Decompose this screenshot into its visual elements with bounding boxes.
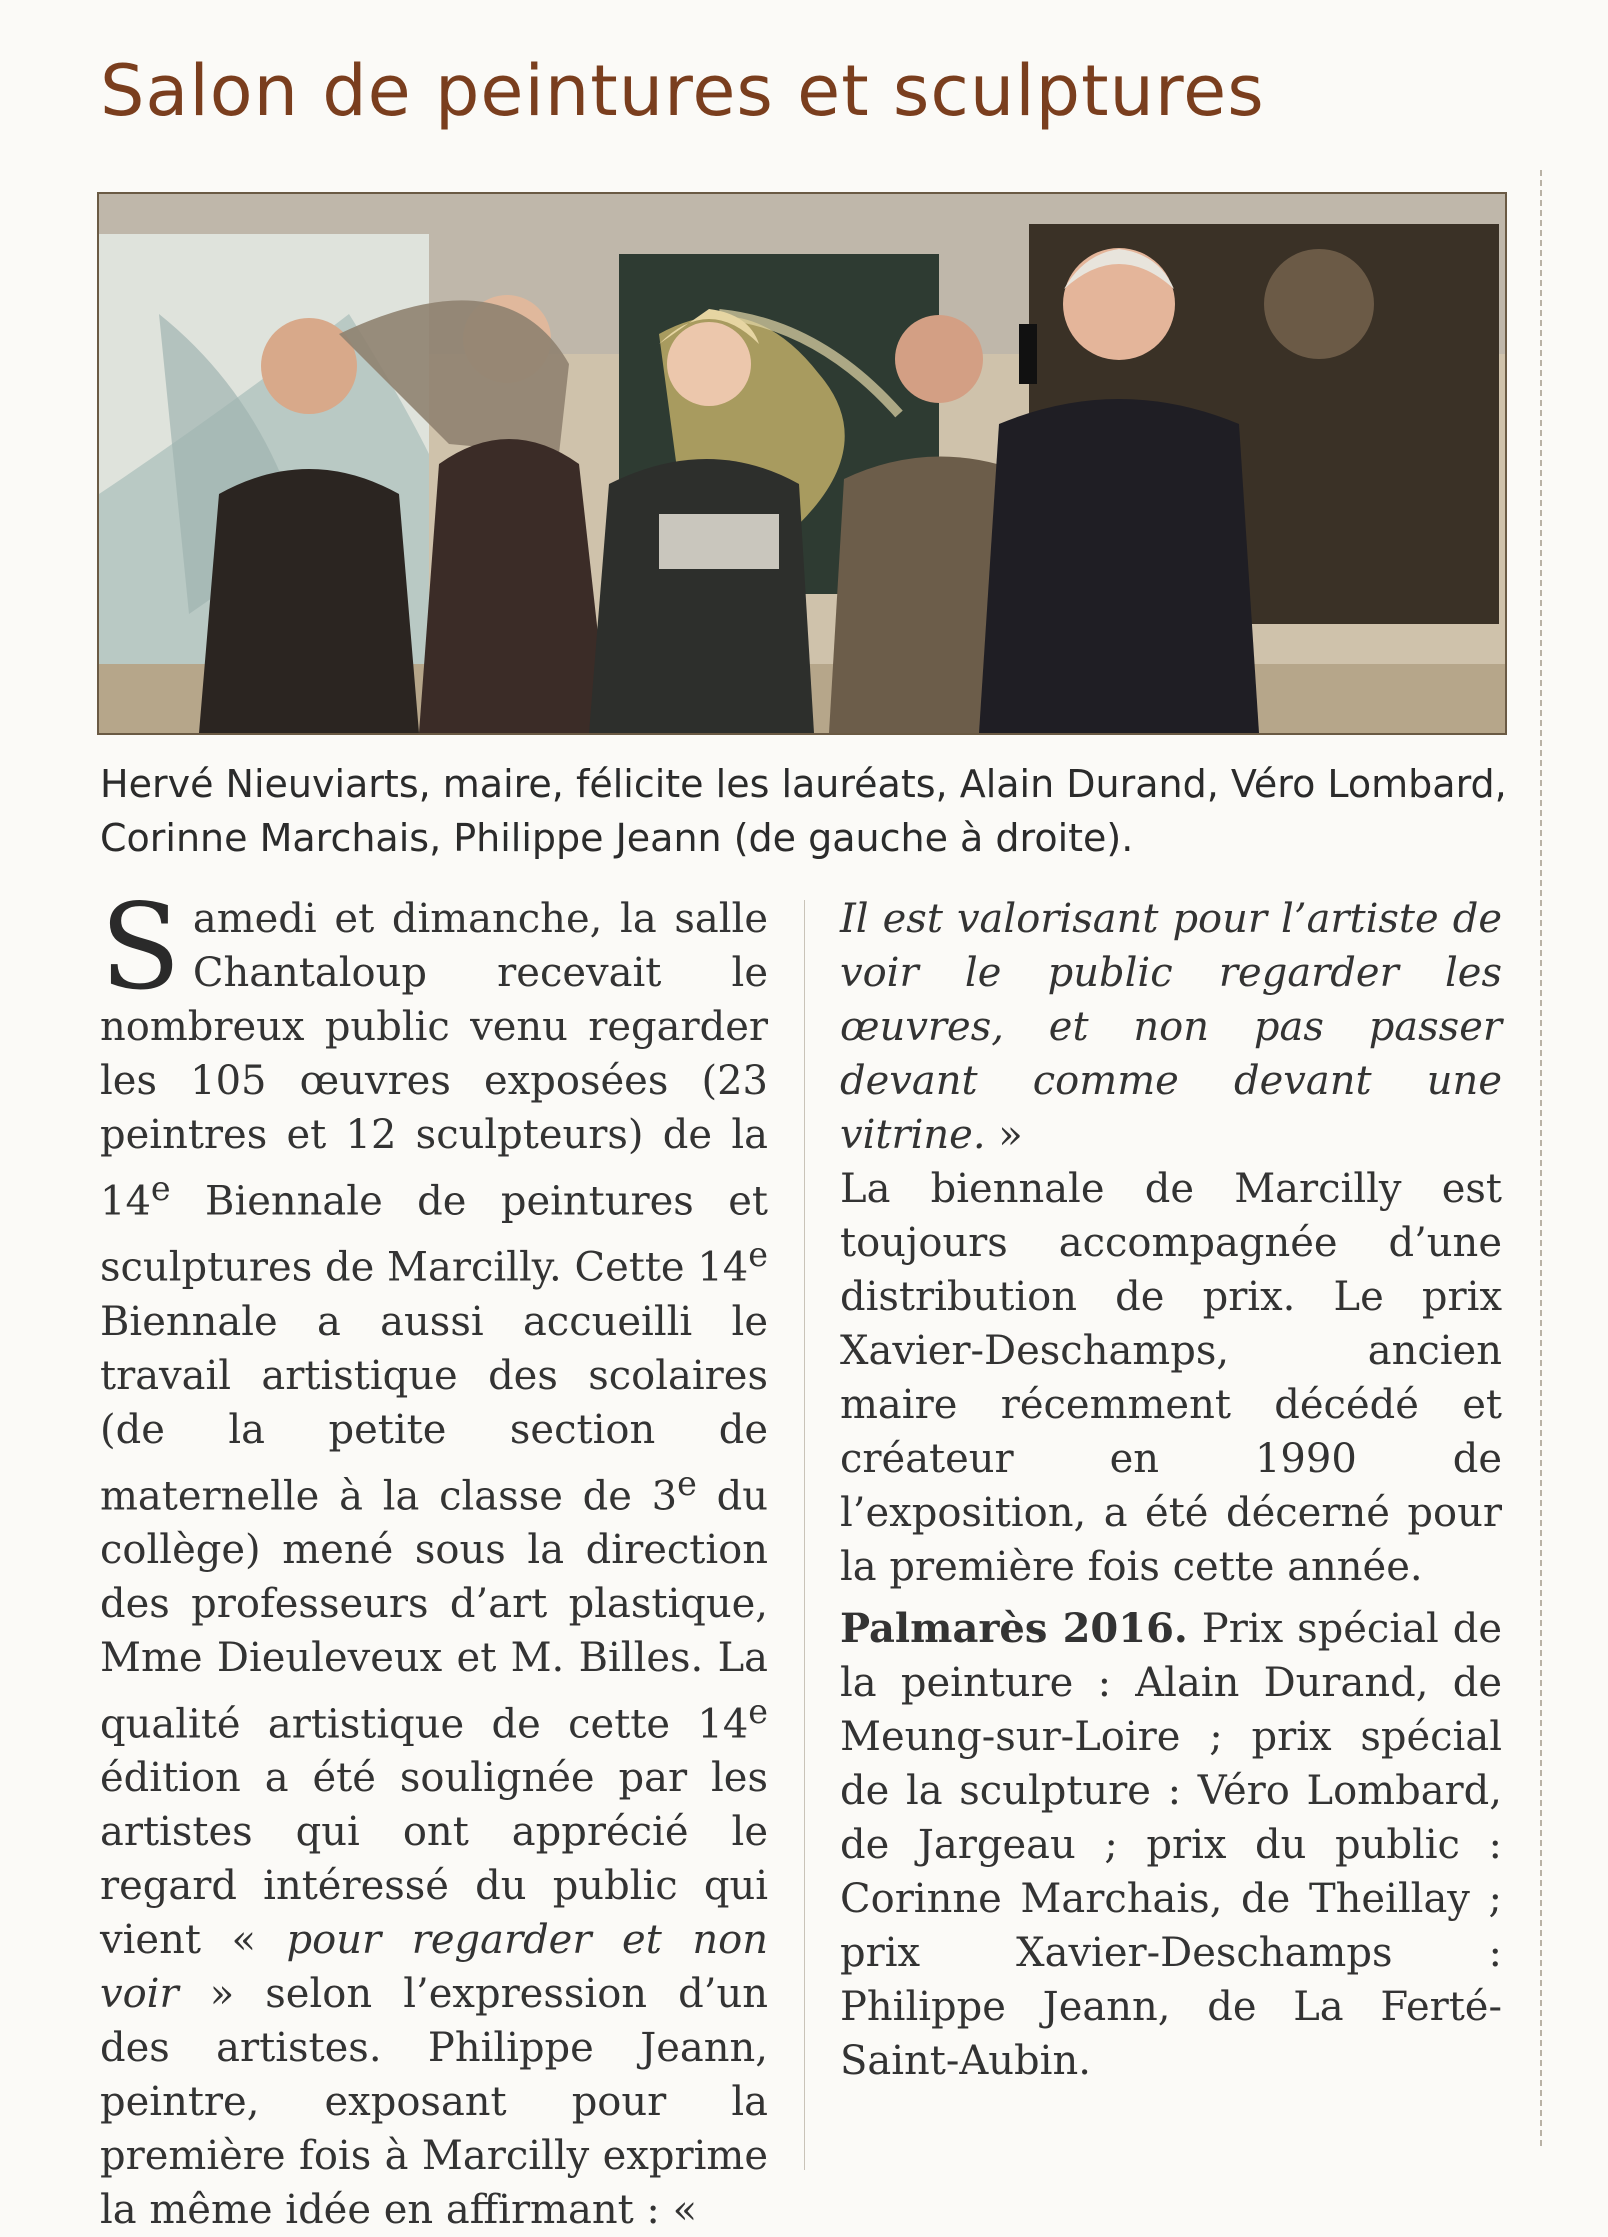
- article-text: amedi et dimanche, la salle Chantaloup recevait le nombreux public venu regarder les 105 œuvres exposées (23 peintres et 12 sculpteurs) de la 14: [100, 896, 768, 1225]
- article-text: » selon l’expression d’un des artistes. Philippe Jeann, peintre, exposant pour la première fois à Marcilly exprime la même idée en affirmant : «: [100, 1971, 768, 2234]
- palmares-heading: Palmarès 2016.: [840, 1605, 1188, 1652]
- article-text: Prix spécial de la peinture : Alain Durand, de Meung-sur-Loire ; prix spécial de la sculpture : Véro Lombard, de Jargeau ; prix du public : Corinne Marchais, de Theillay ; prix Xavier-Deschamps : Philippe Jeann, de La Ferté-Saint-Aubin.: [840, 1606, 1502, 2084]
- event-photo-illustration: [99, 194, 1505, 733]
- quote: pour regarder et non voir: [100, 1917, 768, 2018]
- article-text: Biennale de peintures et sculptures de Marcilly. Cette 14: [100, 1178, 768, 1291]
- superscript: e: [748, 1691, 768, 1731]
- article-paragraph-1-cont: [840, 892, 1502, 1162]
- photo-caption: Hervé Nieuviarts, maire, félicite les lauréats, Alain Durand, Véro Lombard, Corinne Marchais, Philippe Jeann (de gauche à droite).: [100, 762, 1507, 860]
- headline: Salon de peintures et sculptures: [100, 50, 1265, 132]
- superscript: e: [150, 1169, 171, 1208]
- article-paragraph-1: [100, 878, 768, 2237]
- drop-cap: S: [100, 878, 181, 1016]
- article-paragraph-3: [840, 1602, 1502, 2088]
- article-text: du collège) mené sous la direction des professeurs d’art plastique, Mme Dieuleveux et M. Billes. La qualité artistique de cette 14: [100, 1472, 768, 1748]
- article-paragraph-2: La biennale de Marcilly est toujours accompagnée d’une distribution de prix. Le prix Xavier-Deschamps, ancien maire récemment décédé et créateur en 1990 de l’exposition, a été décerné pour la première fois cette année.: [840, 1166, 1502, 1590]
- article-column-right: [840, 892, 1502, 2088]
- article-text: édition a été soulignée par les artistes qui ont apprécié le regard intéressé du public qui vient «: [100, 1755, 768, 1964]
- article-text: Biennale a aussi accueilli le travail artistique des scolaires (de la petite section de maternelle à la classe de 3: [100, 1298, 768, 1519]
- page-edge-rule: [1540, 170, 1542, 2150]
- event-photo: [97, 192, 1507, 735]
- article-column-left: [100, 878, 768, 2237]
- column-divider: [804, 900, 805, 2170]
- article-text: »: [985, 1112, 1023, 1158]
- quote: Il est valorisant pour l’artiste de voir le public regarder les œuvres, et non pas passer devant comme devant une vitrine.: [840, 896, 1502, 1158]
- superscript: e: [677, 1463, 697, 1503]
- superscript: e: [748, 1235, 768, 1275]
